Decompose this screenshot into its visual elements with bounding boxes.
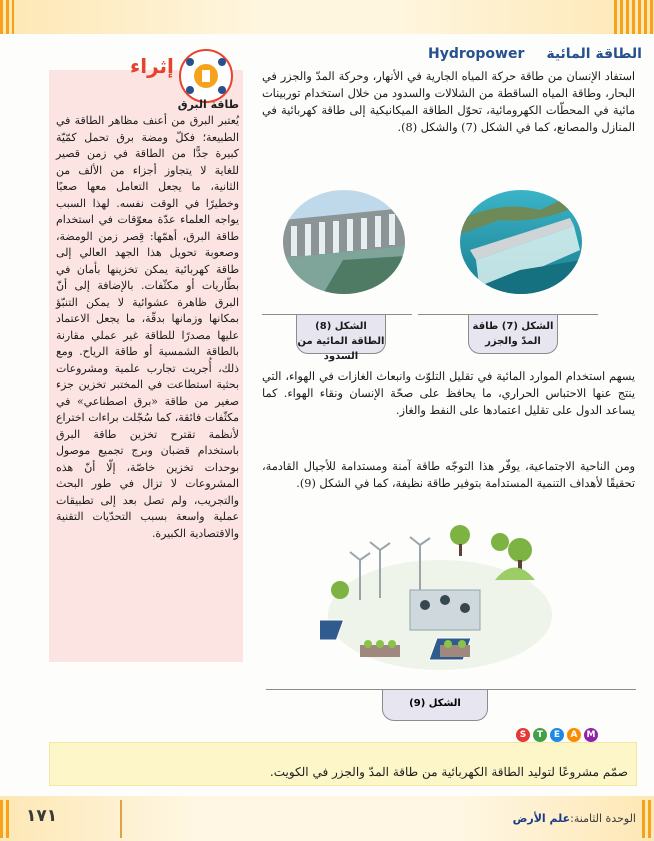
enrichment-subtitle: طاقة البرق — [177, 98, 239, 111]
footer-stripes-left — [0, 800, 12, 838]
enrichment-label: إثراء — [130, 54, 174, 78]
footer-stripes — [642, 800, 654, 838]
header-stripes-left — [0, 0, 14, 34]
figure-7-caption: الشكل (7) طاقة المدّ والجزر — [468, 314, 558, 354]
header-band — [0, 0, 654, 34]
page-number: ١٧١ — [26, 806, 58, 826]
footer-unit — [513, 812, 636, 825]
footer-unit-label: الوحدة الثامنة: — [570, 812, 636, 825]
enrichment-body: يُعتبر البرق من أعنف مظاهر الطاقة في الطبيعة؛ فكلّ ومضة برق تحمل كمّيّة كبيرة جدًّا من الطاقة في زمن قصير للغاية لا يتجاوز أجزاء من الألف من الثانية، ما يجعل التعامل معها صعبًا وخطيرًا في الوقت نفسه. لهذا السبب يواجه العلماء عدّة معوّقات في استخدام طاقة البرق، أهمّها: قِصر زمن الومضة، وصعوبة تحويل هذا الجهد العالي إلى طاقة كهربائية يمكن تخزينها بأمان في بطّاريات أو مكثّفات. بالإضافة إلى أنّ البرق ظاهرة عشوائية لا يمكن التنبّؤ بمكانها وزمانها بدقّة، ما يجعل الاعتماد عليها مصدرًا للطاقة غير عملي مقارنة بالطاقة الشمسية أو طاقة الرياح. ومع ذلك، أُجريت تجارب علمية ومشروعات بحثية استطاعت في المختبر تخزين جزء صغير من طاقة «برق اصطناعي» في مكثّفات فائقة، كما سُجّلت براءات اختراع لأنظمة تقترح تخزين طاقة البرق باستخدام قضبان وبرج تجميع موصول بوحدات تخزين خاصّة، إلّا أنّ هذه المشروعات لا تزال في طور البحث والتجريب، ولم تصل بعد إلى تطبيقات عملية واسعة بسبب التحدّيات التقنية والاقتصادية الكبيرة. — [56, 114, 239, 540]
steam-letter-e: E — [550, 728, 564, 742]
paragraph-3: ومن الناحية الاجتماعية، يوفّر هذا التوجّه طاقة آمنة ومستدامة للأجيال القادمة، تحقيقًا لأهداف التنمية المستدامة بتوفير طاقة نظيفة، كما في الشكل (9). — [262, 460, 635, 490]
header-stripes — [614, 0, 654, 34]
steam-activity-text: صمّم مشروعًا لتوليد الطاقة الكهربائية من طاقة المدّ والجزر في الكويت. — [269, 765, 628, 779]
footer-separator — [120, 800, 122, 838]
paragraph-2: يسهم استخدام الموارد المائية في تقليل التلوّث وانبعاث الغازات في الهواء، التي ينتج عنها الاحتباس الحراري، ما يحافظ على صحّة الإنسان ونقاء الهواء. كما يساعد الدول على تقليل اعتمادها على النفط والغاز. — [262, 370, 635, 417]
section-title-en: Hydropower — [427, 46, 525, 62]
steam-badge — [514, 716, 600, 756]
figure-9-caption: الشكل (9) — [382, 689, 488, 721]
steam-letter-t: T — [533, 728, 547, 742]
figure-7-photo — [460, 190, 582, 294]
section-title-ar: الطاقة المائية — [546, 46, 642, 62]
footer-subject: علم الأرض — [512, 812, 571, 825]
figure-8-caption: الشكل (8) الطاقة المائية من السدود — [296, 314, 386, 354]
steam-letter-a: A — [567, 728, 581, 742]
paragraph-1: استفاد الإنسان من طاقة حركة المياه الجارية في الأنهار، وحركة المدّ والجزر في البحار، وطاقة المياه الساقطة من الشلالات والسدود من خلال استخدام توربينات مائية في المحطّات الكهرومائية، تحوّل الطاقة الميكانيكية إلى طاقة كهربائية في المنازل والمصانع، كما في الشكل (7) والشكل (8). — [262, 70, 635, 134]
figure-9-illustration — [320, 520, 560, 685]
figure-8-photo — [283, 190, 405, 294]
section-title — [428, 46, 642, 62]
steam-letter-s: S — [516, 728, 530, 742]
steam-letter-m: M — [584, 728, 598, 742]
enrichment-content — [56, 96, 239, 542]
